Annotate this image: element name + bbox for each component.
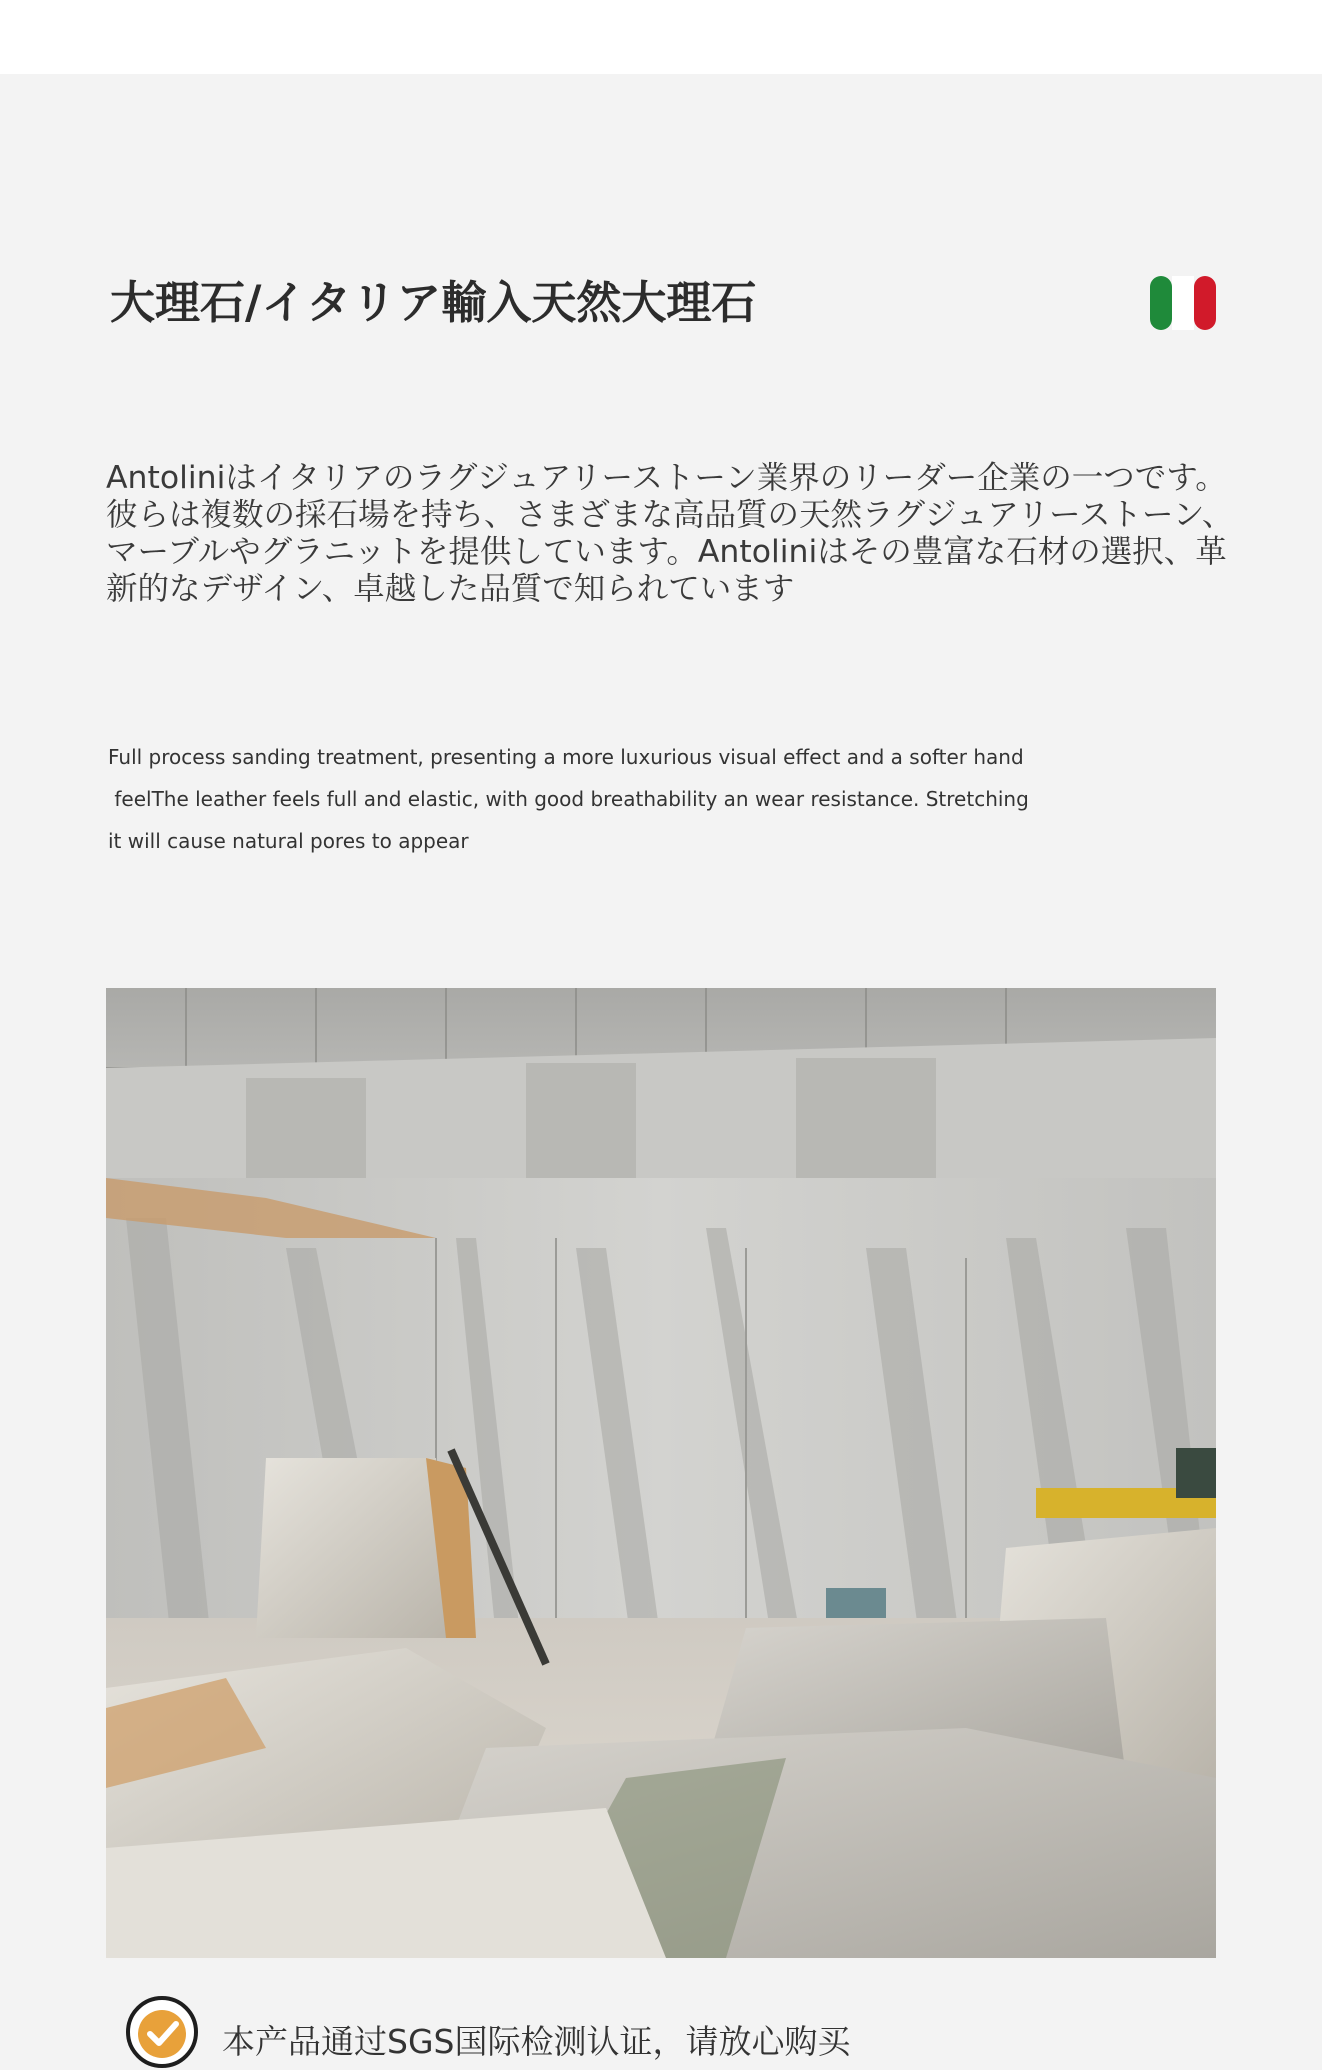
english-description-line-2: feelThe leather feels full and elastic, with good breathability an wear resistance. Stretching [108,787,1029,811]
marble-quarry-photo [106,988,1216,1958]
certification-text: 本产品通过SGS国际检测认证，请放心购买 [222,2022,851,2061]
check-badge-icon [124,1994,200,2070]
flag-white-stripe [1172,276,1194,330]
top-white-strip [0,0,1322,74]
italy-flag-icon [1150,276,1216,330]
english-description-line-1: Full process sanding treatment, presenting a more luxurious visual effect and a softer hand [108,745,1024,769]
flag-red-stripe [1194,276,1216,330]
japanese-description: Antoliniはイタリアのラグジュアリーストーン業界のリーダー企業の一つです。彼らは複数の採石場を持ち、さまざまな高品質の天然ラグジュアリーストーン、マーブルやグラニットを提供しています。Antoliniはその豊富な石材の選択、革新的なデザイン、卓越した品質で知られています [106,460,1234,607]
flag-green-stripe [1150,276,1172,330]
english-description-line-3: it will cause natural pores to appear [108,829,469,853]
page-title: 大理石/イタリア輸入天然大理石 [110,276,757,329]
english-description [108,736,1118,862]
